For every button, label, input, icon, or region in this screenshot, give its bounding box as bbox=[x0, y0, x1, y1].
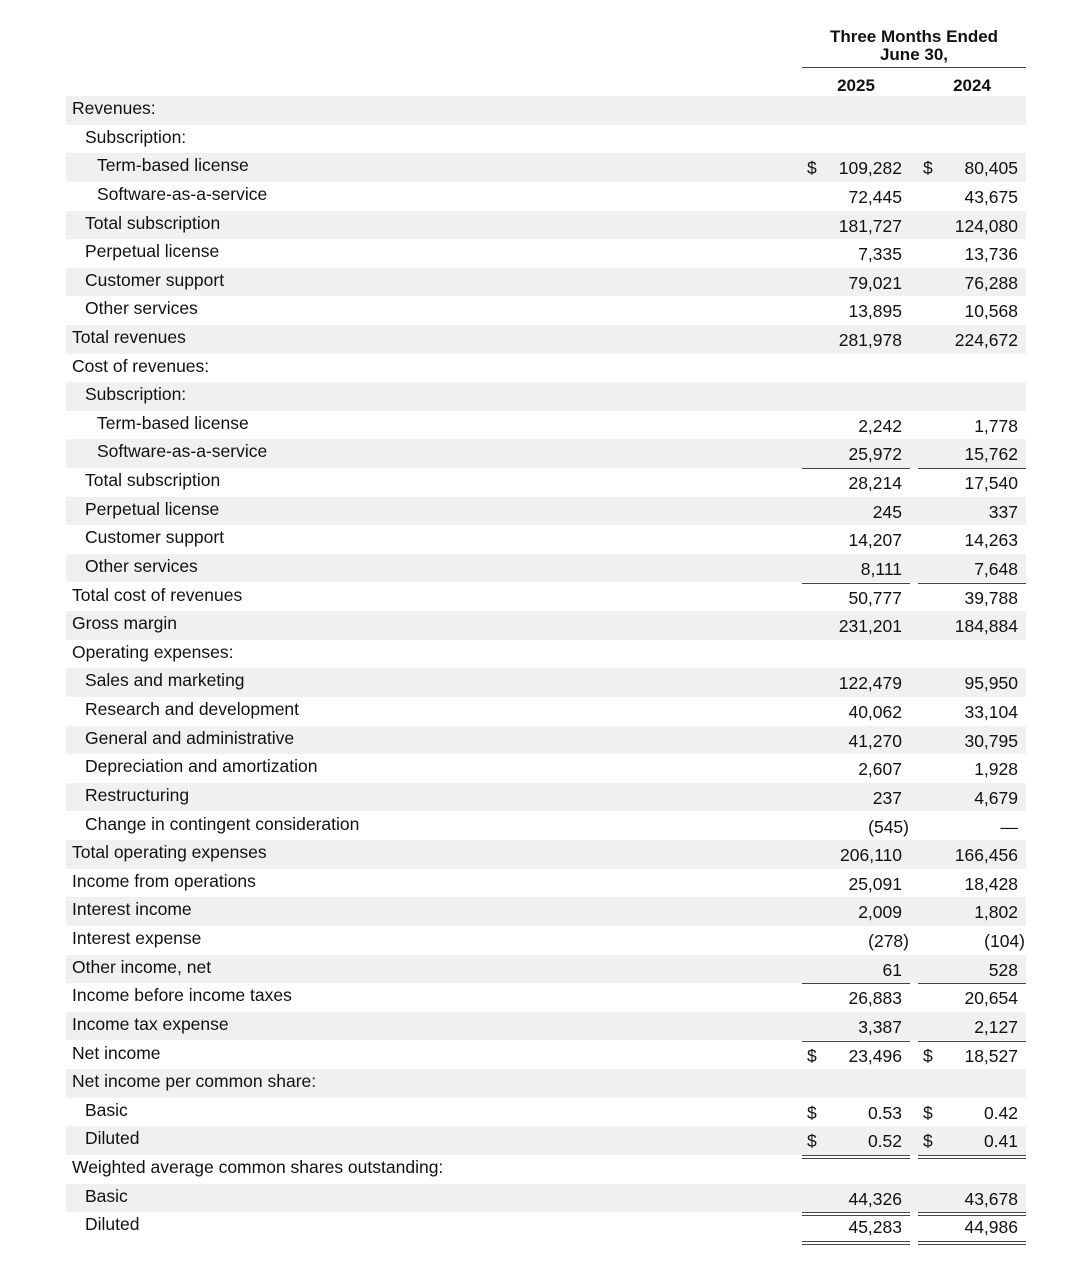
row-label: Software-as-a-service bbox=[97, 183, 268, 204]
statement-row bbox=[66, 1155, 1026, 1184]
row-label: Weighted average common shares outstanding: bbox=[72, 1156, 444, 1177]
currency-symbol: $ bbox=[923, 1131, 933, 1152]
value-2025: 25,972 bbox=[848, 444, 902, 465]
row-label: Income tax expense bbox=[72, 1013, 229, 1034]
currency-symbol: $ bbox=[807, 1131, 817, 1152]
row-label: Change in contingent consideration bbox=[85, 813, 360, 834]
value-2024: 1,802 bbox=[974, 902, 1018, 923]
row-label: Income from operations bbox=[72, 870, 256, 891]
header-rule bbox=[802, 67, 1026, 68]
statement-row bbox=[66, 1126, 1026, 1155]
value-2024: 0.42 bbox=[983, 1102, 1018, 1123]
value-2025: 0.53 bbox=[867, 1102, 902, 1123]
row-label: Customer support bbox=[85, 527, 225, 548]
value-2024: 30,795 bbox=[964, 730, 1018, 751]
value-2024: 18,527 bbox=[964, 1045, 1018, 1066]
statement-row bbox=[66, 211, 1026, 240]
row-label: Total subscription bbox=[85, 470, 221, 491]
value-2025: 181,727 bbox=[838, 215, 902, 236]
value-2024: 80,405 bbox=[964, 158, 1018, 179]
value-2025: 28,214 bbox=[848, 473, 902, 494]
value-2024: 44,986 bbox=[964, 1217, 1018, 1238]
row-label: Term-based license bbox=[97, 155, 249, 176]
value-2025: 79,021 bbox=[848, 272, 902, 293]
value-2025: (545) bbox=[868, 816, 909, 837]
row-label: Depreciation and amortization bbox=[85, 756, 318, 777]
value-2024: 43,678 bbox=[964, 1188, 1018, 1209]
value-2025: 0.52 bbox=[867, 1131, 902, 1152]
row-label: Cost of revenues: bbox=[72, 355, 210, 376]
row-label: Total subscription bbox=[85, 212, 221, 233]
statement-row bbox=[66, 668, 1026, 697]
value-2024: (104) bbox=[984, 931, 1025, 951]
statement-row bbox=[66, 497, 1026, 526]
value-2024: 95,950 bbox=[964, 673, 1018, 694]
double-underline bbox=[918, 1241, 1026, 1245]
row-label: Basic bbox=[85, 1185, 128, 1206]
statement-row bbox=[66, 697, 1026, 726]
statement-row bbox=[66, 96, 1026, 125]
value-2025: 41,270 bbox=[848, 730, 902, 751]
statement-row bbox=[66, 840, 1026, 869]
row-label: Income before income taxes bbox=[72, 985, 292, 1006]
value-2025: 40,062 bbox=[848, 702, 902, 722]
row-label: Total operating expenses bbox=[72, 842, 267, 863]
value-2025: 13,895 bbox=[848, 301, 902, 322]
value-2025: 72,445 bbox=[848, 186, 902, 207]
statement-row bbox=[66, 382, 1026, 411]
statement-row bbox=[66, 812, 1026, 841]
value-2024: 1,778 bbox=[974, 415, 1018, 436]
value-2024: 33,104 bbox=[964, 702, 1018, 722]
value-2024: 224,672 bbox=[954, 330, 1018, 350]
statement-row bbox=[66, 153, 1026, 182]
row-label: Subscription: bbox=[85, 384, 187, 405]
period-header-line1: Three Months Ended bbox=[829, 27, 999, 46]
value-2024: 184,884 bbox=[954, 616, 1018, 637]
value-2025: 61 bbox=[882, 959, 902, 980]
row-label: Operating expenses: bbox=[72, 641, 234, 662]
value-2024: 4,679 bbox=[974, 787, 1018, 808]
statement-row bbox=[66, 1098, 1026, 1127]
statement-row bbox=[66, 468, 1026, 497]
value-2025: 206,110 bbox=[840, 845, 902, 866]
statement-row bbox=[66, 1212, 1026, 1241]
double-underline bbox=[802, 1241, 910, 1245]
value-2024: 39,788 bbox=[964, 587, 1018, 608]
statement-row bbox=[66, 182, 1026, 211]
row-label: Perpetual license bbox=[85, 498, 220, 519]
statement-row bbox=[66, 439, 1026, 468]
value-2025: 237 bbox=[872, 787, 902, 808]
statement-row bbox=[66, 1041, 1026, 1070]
value-2025: 23,496 bbox=[848, 1045, 902, 1066]
row-label: Subscription: bbox=[85, 126, 187, 147]
row-label: Diluted bbox=[85, 1214, 140, 1235]
statement-row bbox=[66, 296, 1026, 325]
value-2024: 337 bbox=[988, 501, 1018, 522]
row-label: Restructuring bbox=[85, 784, 190, 805]
currency-symbol: $ bbox=[807, 1045, 817, 1066]
row-label: Net income bbox=[72, 1042, 161, 1063]
value-2024: 528 bbox=[988, 959, 1018, 980]
value-2025: 122,479 bbox=[838, 673, 902, 694]
value-2025: 281,978 bbox=[838, 330, 902, 350]
value-2024: 124,080 bbox=[954, 215, 1018, 236]
row-label: Perpetual license bbox=[85, 241, 220, 262]
value-2025: 50,777 bbox=[848, 587, 902, 608]
statement-row bbox=[66, 869, 1026, 898]
row-label: Other services bbox=[85, 555, 198, 576]
statement-row bbox=[66, 1069, 1026, 1098]
row-label: Basic bbox=[85, 1099, 128, 1120]
year-header-2024: 2024 bbox=[953, 76, 991, 95]
value-2024: 13,736 bbox=[964, 244, 1018, 265]
statement-row bbox=[66, 1012, 1026, 1041]
row-label: Sales and marketing bbox=[85, 670, 245, 691]
value-2025: 3,387 bbox=[858, 1016, 902, 1037]
row-label: Revenues: bbox=[72, 98, 156, 118]
value-2024: 15,762 bbox=[964, 444, 1018, 465]
value-2024: 14,263 bbox=[964, 530, 1018, 551]
currency-symbol: $ bbox=[923, 1102, 933, 1123]
period-header-line2: June 30, bbox=[879, 45, 949, 64]
statement-row bbox=[66, 239, 1026, 268]
value-2025: 231,201 bbox=[838, 616, 902, 637]
value-2024: 43,675 bbox=[964, 186, 1018, 207]
value-2024: 76,288 bbox=[964, 272, 1018, 293]
value-2024: 1,928 bbox=[974, 759, 1018, 780]
statement-row bbox=[66, 354, 1026, 383]
currency-symbol: $ bbox=[807, 158, 817, 179]
value-2024: 18,428 bbox=[964, 873, 1018, 894]
row-label: Other services bbox=[85, 298, 198, 319]
statement-row bbox=[66, 754, 1026, 783]
statement-row bbox=[66, 268, 1026, 297]
value-2025: 2,607 bbox=[858, 759, 902, 780]
statement-row bbox=[66, 897, 1026, 926]
value-2024: 17,540 bbox=[964, 473, 1018, 494]
statement-row bbox=[66, 125, 1026, 154]
value-2025: 245 bbox=[872, 501, 902, 522]
row-label: Net income per common share: bbox=[72, 1071, 317, 1092]
row-label: Diluted bbox=[85, 1128, 140, 1149]
value-2024: 10,568 bbox=[964, 301, 1018, 322]
value-2024: 2,127 bbox=[974, 1016, 1018, 1037]
value-2024: — bbox=[1000, 816, 1018, 837]
row-label: Interest income bbox=[72, 899, 192, 920]
statement-row bbox=[66, 926, 1026, 955]
value-2024: 0.41 bbox=[983, 1131, 1018, 1152]
value-2025: 14,207 bbox=[848, 530, 902, 551]
currency-symbol: $ bbox=[807, 1102, 817, 1123]
year-header-2025: 2025 bbox=[837, 76, 875, 95]
statement-row bbox=[66, 411, 1026, 440]
row-label: Other income, net bbox=[72, 956, 212, 977]
statement-row bbox=[66, 583, 1026, 612]
statement-row bbox=[66, 783, 1026, 812]
statement-row bbox=[66, 1184, 1026, 1213]
statement-row bbox=[66, 611, 1026, 640]
value-2025: (278) bbox=[868, 931, 909, 951]
statement-row bbox=[66, 640, 1026, 669]
value-2024: 20,654 bbox=[964, 988, 1018, 1009]
value-2025: 44,326 bbox=[848, 1188, 902, 1209]
statement-row bbox=[66, 325, 1026, 354]
value-2025: 7,335 bbox=[858, 244, 902, 265]
statement-row bbox=[66, 955, 1026, 984]
statement-row bbox=[66, 726, 1026, 755]
value-2024: 7,648 bbox=[974, 558, 1018, 579]
statement-row bbox=[66, 983, 1026, 1012]
row-label: Total revenues bbox=[72, 327, 186, 347]
value-2025: 26,883 bbox=[848, 988, 902, 1009]
row-label: Total cost of revenues bbox=[72, 584, 243, 605]
statement-row bbox=[66, 554, 1026, 583]
row-label: Term-based license bbox=[97, 412, 249, 433]
value-2025: 45,283 bbox=[848, 1217, 902, 1238]
value-2024: 166,456 bbox=[954, 845, 1018, 866]
row-label: Customer support bbox=[85, 269, 225, 290]
value-2025: 109,282 bbox=[838, 158, 902, 179]
value-2025: 2,009 bbox=[858, 902, 902, 923]
statement-row bbox=[66, 525, 1026, 554]
value-2025: 8,111 bbox=[860, 558, 902, 579]
row-label: Research and development bbox=[85, 699, 300, 719]
row-label: General and administrative bbox=[85, 727, 295, 748]
currency-symbol: $ bbox=[923, 1045, 933, 1066]
row-label: Gross margin bbox=[72, 613, 178, 634]
row-label: Interest expense bbox=[72, 928, 202, 948]
value-2025: 2,242 bbox=[858, 415, 902, 436]
value-2025: 25,091 bbox=[848, 873, 902, 894]
row-label: Software-as-a-service bbox=[97, 441, 268, 462]
currency-symbol: $ bbox=[923, 158, 933, 179]
